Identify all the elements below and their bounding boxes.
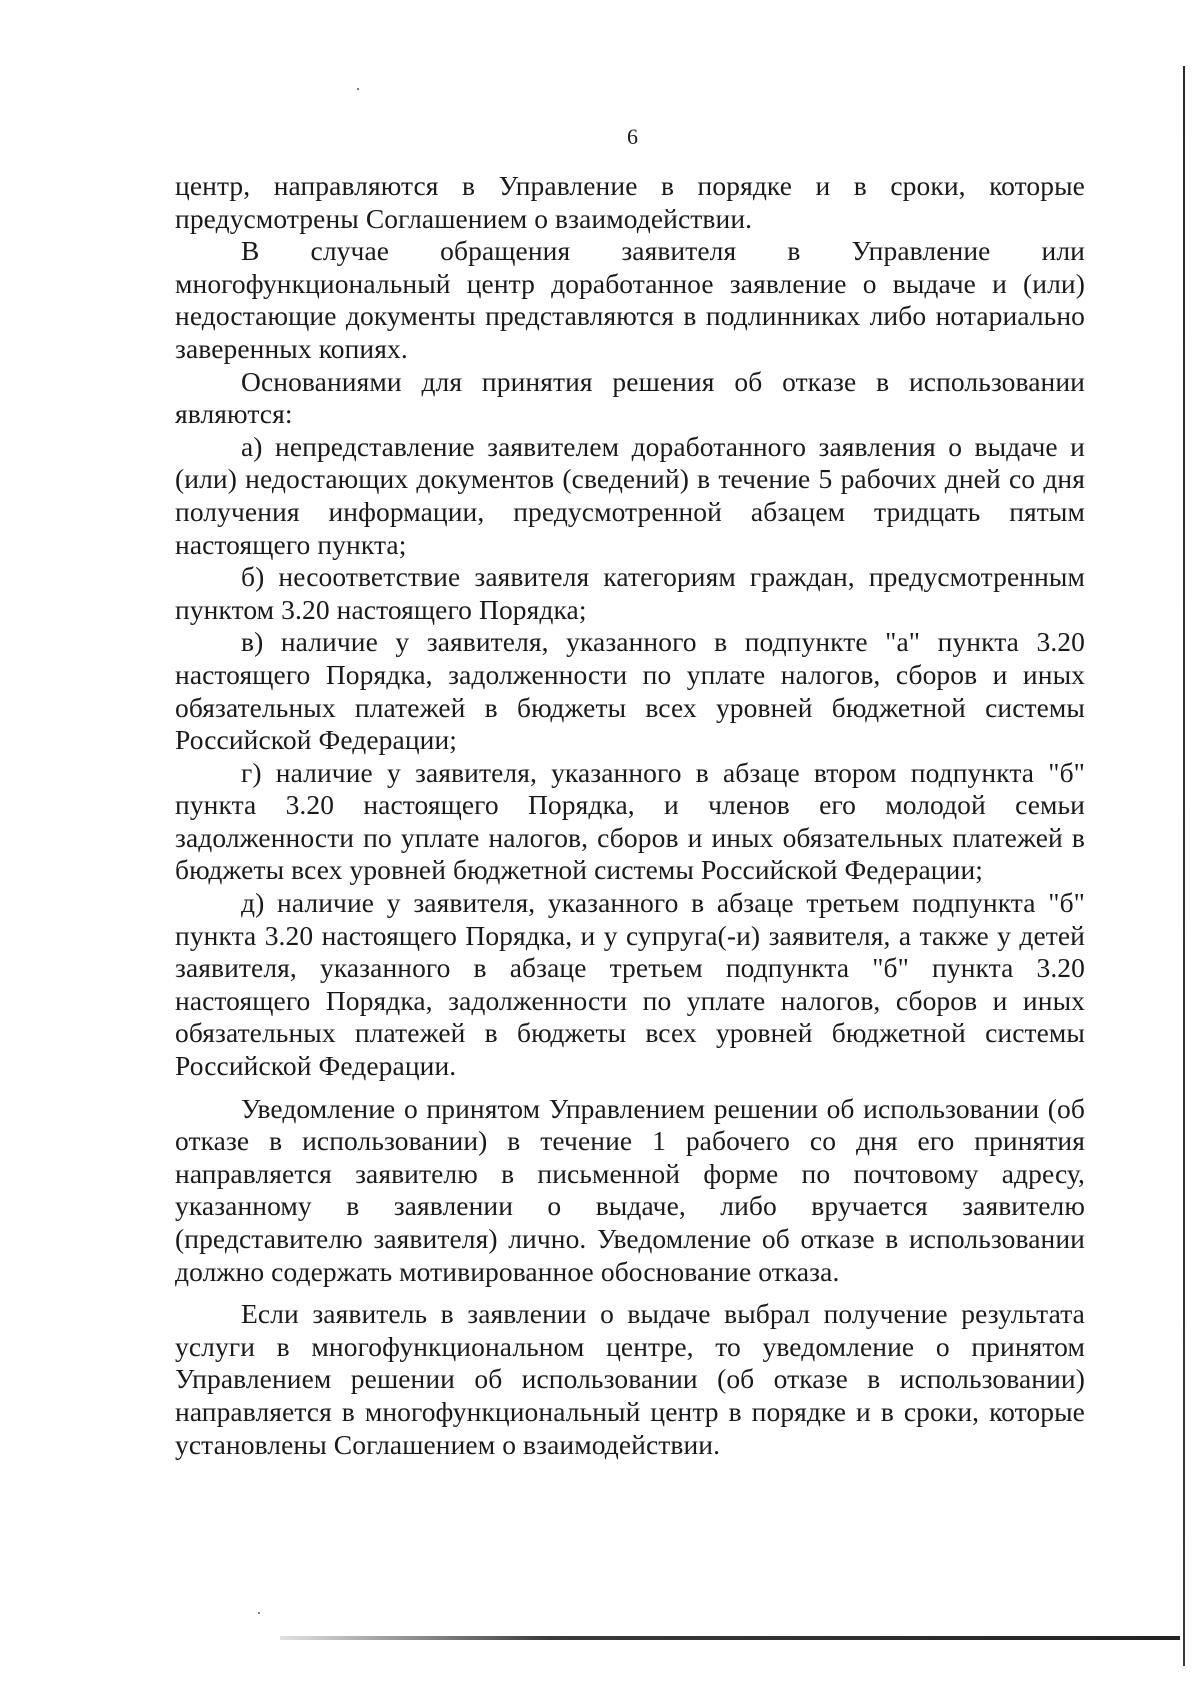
scan-edge-right: [1183, 66, 1185, 1666]
list-item-v: в) наличие у заявителя, указанного в подпункте "а" пункта 3.20 настоящего Порядка, задолженности по уплате налогов, сборов и иных обязательных платежей в бюджеты всех уровней бюджетной системы Российской Федерации;: [175, 626, 1085, 756]
list-item-b: б) несоответствие заявителя категориям граждан, предусмотренным пунктом 3.20 настоящего Порядка;: [175, 561, 1085, 625]
list-item-g: г) наличие у заявителя, указанного в абзаце втором подпункта "б" пункта 3.20 настоящего Порядка, и членов его молодой семьи задолженности по уплате налогов, сборов и иных обязательных платежей в бюджеты всех уровней бюджетной системы Российской Федерации;: [175, 756, 1085, 886]
scan-speck: [357, 88, 359, 90]
list-item-d: д) наличие у заявителя, указанного в абзаце третьем подпункта "б" пункта 3.20 настоящего Порядка, и у супруга(-и) заявителя, а также у детей заявителя, указанного в абзаце третьем подпункта "б" пункта 3.20 настоящего Порядка, задолженности по уплате налогов, сборов и иных обязательных платежей в бюджеты всех уровней бюджетной системы Российской Федерации.: [175, 887, 1085, 1082]
list-item-a: а) непредставление заявителем доработанного заявления о выдаче и (или) недостающих документов (сведений) в течение 5 рабочих дней со дня получения информации, предусмотренной абзацем тридцать пятым настоящего пункта;: [175, 430, 1085, 560]
paragraph-continuation: центр, направляются в Управление в порядке и в сроки, которые предусмотрены Соглашением о взаимодействии.: [175, 170, 1085, 234]
scan-edge-bottom: [280, 1636, 1180, 1640]
paragraph-refusal-grounds-intro: Основаниями для принятия решения об отказе в использовании являются:: [175, 365, 1085, 430]
document-body: [175, 170, 1085, 1461]
paragraph-mfc-notification: Если заявитель в заявлении о выдаче выбрал получение результата услуги в многофункциональном центре, то уведомление о принятом Управлением решении об использовании (об отказе в использовании) направляется в многофункциональный центр в порядке и в сроки, которые установлены Соглашением о взаимодействии.: [175, 1298, 1085, 1460]
scan-speck: [258, 1612, 260, 1614]
paragraph-notification: Уведомление о принятом Управлением решении об использовании (об отказе в использовании) в течение 1 рабочего со дня его принятия направляется заявителю в письменной форме по почтовому адресу, указанному в заявлении о выдаче, либо вручается заявителю (представителю заявителя) лично. Уведомление об отказе в использовании должно содержать мотивированное обоснование отказа.: [175, 1092, 1085, 1287]
page-number: 6: [627, 124, 638, 149]
paragraph-appeal-documents: В случае обращения заявителя в Управление или многофункциональный центр доработанное заявление о выдаче и (или) недостающие документы представляются в подлинниках либо нотариально заверенных копиях.: [175, 235, 1085, 364]
